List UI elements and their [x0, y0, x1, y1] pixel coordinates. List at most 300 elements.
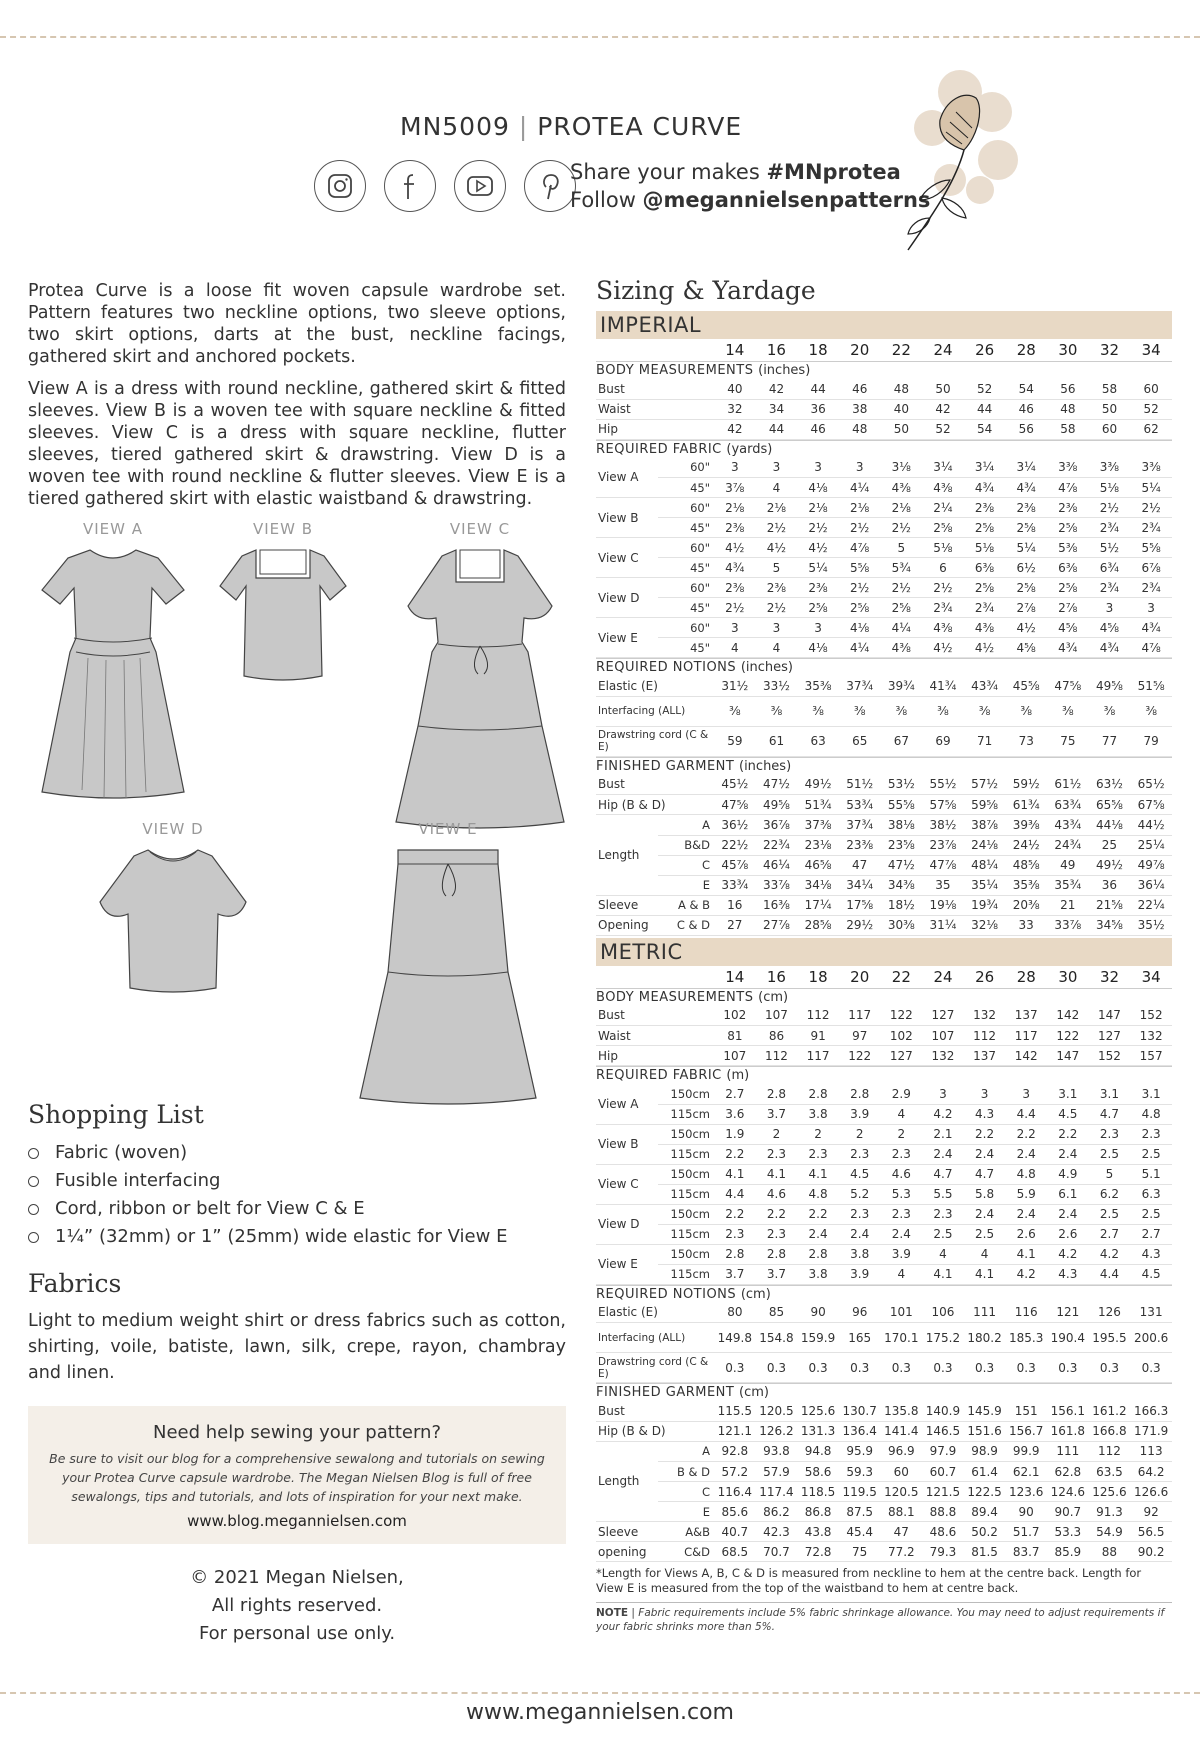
sizing-title: Sizing & Yardage [596, 276, 816, 305]
metric-band: METRIC [596, 938, 1172, 966]
cell: 4.3 [1047, 1264, 1089, 1284]
cell: 3⅞ [714, 478, 756, 498]
cell: 24½ [1005, 835, 1047, 855]
cell: 2½ [714, 598, 756, 618]
cell: 2.4 [964, 1204, 1006, 1224]
cell: 27 [714, 915, 756, 935]
cell: 4 [881, 1104, 923, 1124]
cell: 2½ [839, 578, 881, 598]
subheading [596, 361, 1172, 379]
cell: 4.3 [1130, 1244, 1172, 1264]
cell: 119.5 [839, 1482, 881, 1502]
cell: 2.3 [881, 1144, 923, 1164]
cell: 3.9 [881, 1244, 923, 1264]
row-label: Elastic (E) [596, 676, 714, 696]
cell: 25 [1089, 835, 1131, 855]
fabric-width: 60" [658, 538, 714, 558]
view-label: View A [596, 458, 658, 498]
cell: 54 [964, 419, 1006, 439]
cell: 79.3 [922, 1542, 964, 1562]
cell: ⅜ [1089, 696, 1131, 726]
size-label: 32 [1099, 967, 1120, 986]
view-e-label: VIEW E [418, 820, 478, 838]
cell: 131.3 [797, 1421, 839, 1441]
cell: ⅜ [1005, 696, 1047, 726]
cell: 2¾ [1130, 578, 1172, 598]
cell: 95.9 [839, 1442, 881, 1462]
cell: 120.5 [756, 1401, 798, 1421]
cell: 2.3 [1130, 1124, 1172, 1144]
cell: 4⅜ [881, 638, 923, 658]
cell: 2⅝ [1005, 578, 1047, 598]
instagram-handle: @megannielsenpatterns [642, 188, 931, 212]
cell: 2.8 [756, 1244, 798, 1264]
cell: 117.4 [756, 1482, 798, 1502]
cell: 87.5 [839, 1502, 881, 1522]
cell: 117 [839, 1006, 881, 1026]
cell: 90.7 [1047, 1502, 1089, 1522]
cell: 63 [797, 726, 839, 756]
cell: 45½ [714, 775, 756, 795]
cell: 64.2 [1130, 1462, 1172, 1482]
cell: 52 [922, 419, 964, 439]
cell: 96 [839, 1303, 881, 1323]
row-label: Interfacing (ALL) [596, 696, 714, 726]
cell: 2⅝ [1047, 578, 1089, 598]
cell: 68.5 [714, 1542, 756, 1562]
follow-prefix: Follow [570, 188, 643, 212]
cell: 61¾ [1005, 795, 1047, 815]
cell: 161.2 [1089, 1401, 1131, 1421]
table-row [596, 835, 1172, 855]
title-separator: | [518, 112, 529, 141]
cell: 112 [1089, 1442, 1131, 1462]
subheading [596, 757, 1172, 775]
help-body: Be sure to visit our blog for a comprehensive sewalong and tutorials on sewing your Protea Curve capsule wardrobe. The Megan Nielsen Blog is full of free sewalongs, tips and tutorials, and lots of inspiration for your next make. [49, 1451, 545, 1504]
pattern-title [400, 112, 742, 141]
cell: 51.7 [1005, 1522, 1047, 1542]
length-key: C [658, 855, 714, 875]
cell: 152 [1130, 1006, 1172, 1026]
cell: 166.3 [1130, 1401, 1172, 1421]
cell: 3.8 [839, 1244, 881, 1264]
length-key: B & D [658, 1462, 714, 1482]
cell: 2¾ [1130, 518, 1172, 538]
cell: 4¼ [839, 478, 881, 498]
cell: 31¼ [922, 915, 964, 935]
cell: 55⅝ [881, 795, 923, 815]
cell: 92.8 [714, 1442, 756, 1462]
facebook-icon[interactable] [384, 160, 436, 212]
row-label: Hip [596, 1046, 714, 1066]
cell: 3.8 [797, 1104, 839, 1124]
cell: 2 [881, 1124, 923, 1144]
cell: 35¼ [964, 875, 1006, 895]
cell: 107 [756, 1006, 798, 1026]
cell: 132 [964, 1006, 1006, 1026]
cell: 59 [714, 726, 756, 756]
table-row [596, 578, 1172, 598]
blog-link[interactable]: www.blog.megannielsen.com [187, 1512, 407, 1530]
table-row [596, 696, 1172, 726]
cell: 5¼ [797, 558, 839, 578]
cell: 75 [1047, 726, 1089, 756]
cell: 33½ [756, 676, 798, 696]
size-label: 30 [1058, 341, 1078, 359]
footer-url[interactable]: www.megannielsen.com [466, 1700, 734, 1725]
imperial-section [596, 311, 1172, 936]
cell: 0.3 [964, 1353, 1006, 1383]
table-row [596, 1204, 1172, 1224]
copyright: © 2021 Megan Nielsen, All rights reserved. For personal use only. [190, 1567, 404, 1644]
cell: 42 [922, 399, 964, 419]
cell: 0.3 [922, 1353, 964, 1383]
cell: 3⅜ [1089, 458, 1131, 478]
cell: 2⅛ [839, 498, 881, 518]
cell: 73 [1005, 726, 1047, 756]
cell: 132 [922, 1046, 964, 1066]
cell: 3.8 [797, 1264, 839, 1284]
cell: 0.3 [714, 1353, 756, 1383]
cell: 48 [1047, 399, 1089, 419]
cell: 43¾ [964, 676, 1006, 696]
cell: 2⅛ [881, 498, 923, 518]
cell: 2⅜ [797, 578, 839, 598]
cell: 16⅜ [756, 895, 798, 915]
cell: 56 [1005, 419, 1047, 439]
cell: 2.4 [839, 1224, 881, 1244]
cell: 2.6 [1005, 1224, 1047, 1244]
cell: 5⅝ [1130, 538, 1172, 558]
row-label: Hip (B & D) [596, 1421, 714, 1441]
table-row [596, 558, 1172, 578]
cell: 107 [922, 1026, 964, 1046]
table-row [596, 855, 1172, 875]
cell: 4.9 [1047, 1164, 1089, 1184]
cell: 90 [1005, 1502, 1047, 1522]
cell: 35⅜ [1005, 875, 1047, 895]
cell: 4.5 [1130, 1264, 1172, 1284]
cell: 40 [714, 379, 756, 399]
intro [28, 280, 566, 510]
cell: 6.2 [1089, 1184, 1131, 1204]
cell: 38⅛ [881, 815, 923, 835]
cell: 31½ [714, 676, 756, 696]
cell: 2.7 [1130, 1224, 1172, 1244]
cell: 3.9 [839, 1104, 881, 1124]
cell: 2.8 [839, 1084, 881, 1104]
cell: 50.2 [964, 1522, 1006, 1542]
cell: 5 [1089, 1164, 1131, 1184]
sleeve-key: C&D [658, 1542, 714, 1562]
cell: 117 [797, 1046, 839, 1066]
cell: 60.7 [922, 1462, 964, 1482]
protea-flower-illustration [880, 50, 1030, 260]
cell: 4½ [797, 538, 839, 558]
cell: 35⅜ [797, 676, 839, 696]
notions-table [596, 1303, 1172, 1384]
cell: 38⅞ [964, 815, 1006, 835]
cell: 2.2 [756, 1204, 798, 1224]
cell: 122 [839, 1046, 881, 1066]
help-box [28, 1406, 566, 1544]
cell: 156.7 [1005, 1421, 1047, 1441]
cell: 4¾ [1089, 638, 1131, 658]
cell: 18½ [881, 895, 923, 915]
cell: 159.9 [797, 1323, 839, 1353]
cell: 0.3 [881, 1353, 923, 1383]
cell: 32⅛ [964, 915, 1006, 935]
sleeve-key: A & B [658, 895, 714, 915]
cell: 2⅝ [964, 578, 1006, 598]
view-c-label: VIEW C [449, 520, 511, 538]
cell: 112 [756, 1046, 798, 1066]
cell: 6.1 [1047, 1184, 1089, 1204]
cell: 39¾ [881, 676, 923, 696]
view-a-label: VIEW A [82, 520, 144, 538]
size-label: 16 [766, 967, 786, 986]
cell: 44⅛ [1089, 815, 1131, 835]
cell: 161.8 [1047, 1421, 1089, 1441]
table-row [596, 1502, 1172, 1522]
subheading-label: FINISHED GARMENT [596, 758, 735, 774]
table-row [596, 895, 1172, 915]
view-b-label: VIEW B [252, 520, 314, 538]
cell: 4⅛ [797, 638, 839, 658]
cell: 4.2 [1005, 1264, 1047, 1284]
cell: 2⅜ [964, 498, 1006, 518]
length-key: B&D [658, 835, 714, 855]
cell: 112 [797, 1006, 839, 1026]
length-key: A [658, 815, 714, 835]
cell: 50 [1089, 399, 1131, 419]
cell: 62.8 [1047, 1462, 1089, 1482]
subheading-unit: (yards) [726, 441, 773, 457]
size-label: 28 [1016, 967, 1036, 986]
cell: 65½ [1130, 775, 1172, 795]
cell: 80 [714, 1303, 756, 1323]
bullet-icon [28, 1204, 39, 1215]
cell: 135.8 [881, 1401, 923, 1421]
cell: 2.4 [1005, 1204, 1047, 1224]
row-label: Bust [596, 775, 714, 795]
table-row [596, 399, 1172, 419]
subheading [596, 440, 1172, 458]
cell: 33⅞ [756, 875, 798, 895]
cell: 2.8 [756, 1084, 798, 1104]
cell: 117 [1005, 1026, 1047, 1046]
size-header-spacer [596, 339, 714, 361]
cell: 40 [881, 399, 923, 419]
cell: 33¾ [714, 875, 756, 895]
table-row [596, 598, 1172, 618]
cell: 59½ [1005, 775, 1047, 795]
cell: 121 [1047, 1303, 1089, 1323]
cell: 3⅜ [1130, 458, 1172, 478]
cell: 102 [881, 1026, 923, 1046]
cell: 2⅜ [1005, 498, 1047, 518]
cell: 32 [714, 399, 756, 419]
fabric-table [596, 458, 1172, 659]
cell: 49⅞ [1130, 855, 1172, 875]
size-label: 34 [1141, 967, 1161, 986]
cell: 2½ [839, 518, 881, 538]
cell: 5.5 [922, 1184, 964, 1204]
cell: 111 [1047, 1442, 1089, 1462]
cell: 190.4 [1047, 1323, 1089, 1353]
cell: 4 [756, 638, 798, 658]
cell: 3 [714, 458, 756, 478]
view-d-tee-illustration [98, 842, 248, 1002]
cell: 4.4 [714, 1184, 756, 1204]
cell: 47½ [756, 775, 798, 795]
table-row [596, 1224, 1172, 1244]
cell: 2⅝ [1005, 518, 1047, 538]
cell: 2.3 [797, 1144, 839, 1164]
body-table [596, 1006, 1172, 1067]
cell: 83.7 [1005, 1542, 1047, 1562]
cell: 0.3 [1047, 1353, 1089, 1383]
cell: 77 [1089, 726, 1131, 756]
cell: 2.2 [964, 1124, 1006, 1144]
cell: 23⅜ [839, 835, 881, 855]
cell: ⅜ [756, 696, 798, 726]
length-note: *Length for Views A, B, C & D is measured from neckline to hem at the centre back. Length for View E is measured from the top of the waistband to hem at centre back. [596, 1566, 1142, 1595]
cell: 2.3 [839, 1204, 881, 1224]
cell: 3⅜ [1047, 458, 1089, 478]
cell: ⅜ [1047, 696, 1089, 726]
cell: 4⅝ [1047, 618, 1089, 638]
cell: 79 [1130, 726, 1172, 756]
view-label: View D [596, 1204, 658, 1244]
garment-table [596, 1401, 1172, 1442]
cell: 2.2 [1005, 1124, 1047, 1144]
view-label: View B [596, 1124, 658, 1164]
list-item: 1¼” (32mm) or 1” (25mm) wide elastic for View E [28, 1223, 566, 1251]
view-e-skirt-illustration [358, 842, 538, 1112]
view-a [38, 520, 188, 816]
cell: 4⅜ [964, 618, 1006, 638]
cell: 166.8 [1089, 1421, 1131, 1441]
row-label: Hip [596, 419, 714, 439]
cell: 2½ [881, 518, 923, 538]
cell: 33 [1005, 915, 1047, 935]
cell: 90 [797, 1303, 839, 1323]
subheading-label: REQUIRED FABRIC [596, 1068, 722, 1083]
cell: 45⅝ [1005, 676, 1047, 696]
left-column [28, 280, 566, 1648]
size-label: 26 [975, 341, 995, 359]
youtube-icon[interactable] [454, 160, 506, 212]
cell: 4¾ [1130, 618, 1172, 638]
cell: 151 [1005, 1401, 1047, 1421]
cell: 2.9 [881, 1084, 923, 1104]
cell: 113 [1130, 1442, 1172, 1462]
table-row [596, 1164, 1172, 1184]
cell: 2⅞ [1005, 598, 1047, 618]
table-row [596, 1026, 1172, 1046]
cell: 58 [1047, 419, 1089, 439]
subheading-label: BODY MEASUREMENTS [596, 363, 754, 378]
cell: 156.1 [1047, 1401, 1089, 1421]
share-text [570, 158, 930, 214]
cell: 5⅝ [839, 558, 881, 578]
cell: 2⅛ [756, 498, 798, 518]
cell: 126.6 [1130, 1482, 1172, 1502]
top-dashed-divider [0, 36, 1200, 38]
instagram-icon[interactable] [314, 160, 366, 212]
cell: 2⅝ [881, 598, 923, 618]
cell: ⅜ [881, 696, 923, 726]
cell: 6¾ [1089, 558, 1131, 578]
subheading-label: BODY MEASUREMENTS [596, 989, 754, 1005]
cell: 98.9 [964, 1442, 1006, 1462]
cell: 30⅜ [881, 915, 923, 935]
length-table [596, 1442, 1172, 1563]
cell: 4.2 [1047, 1244, 1089, 1264]
cell: 21 [1047, 895, 1089, 915]
fabric-width: 150cm [658, 1204, 714, 1224]
cell: 185.3 [1005, 1323, 1047, 1353]
cell: 43.8 [797, 1522, 839, 1542]
cell: 47 [839, 855, 881, 875]
cell: 2⅜ [714, 518, 756, 538]
cell: 34¼ [839, 875, 881, 895]
subheading [596, 1383, 1172, 1401]
cell: 151.6 [964, 1421, 1006, 1441]
table-row [596, 875, 1172, 895]
pinterest-icon[interactable] [524, 160, 576, 212]
fabric-width: 45" [658, 558, 714, 578]
cell: 152 [1089, 1046, 1131, 1066]
cell: 52 [964, 379, 1006, 399]
cell: 37⅜ [797, 815, 839, 835]
cell: 4⅝ [1005, 638, 1047, 658]
cell: 85.9 [1047, 1542, 1089, 1562]
cell: 4.7 [922, 1164, 964, 1184]
fabric-width: 150cm [658, 1084, 714, 1104]
table-row [596, 1006, 1172, 1026]
fabric-width: 60" [658, 498, 714, 518]
cell: 22¾ [756, 835, 798, 855]
cell: 116 [1005, 1303, 1047, 1323]
cell: 102 [714, 1006, 756, 1026]
cell: 121.5 [922, 1482, 964, 1502]
view-e [358, 820, 538, 1116]
cell: 4⅜ [922, 618, 964, 638]
view-c-dress-illustration [394, 542, 566, 832]
length-key: A [658, 1442, 714, 1462]
cell: 52 [1130, 399, 1172, 419]
row-label: Bust [596, 379, 714, 399]
cell: 56 [1047, 379, 1089, 399]
cell: 123.6 [1005, 1482, 1047, 1502]
cell: 2⅜ [1047, 498, 1089, 518]
subheading-unit: (inches) [740, 660, 793, 675]
cell: 4¾ [964, 478, 1006, 498]
cell: 6⅞ [1130, 558, 1172, 578]
cell: 3.6 [714, 1104, 756, 1124]
cell: 2⅛ [797, 498, 839, 518]
cell: 37¾ [839, 815, 881, 835]
cell: 2½ [1089, 498, 1131, 518]
cell: 2¾ [1089, 518, 1131, 538]
cell: 91 [797, 1026, 839, 1046]
cell: 57⅝ [922, 795, 964, 815]
cell: 142 [1047, 1006, 1089, 1026]
size-label: 18 [808, 967, 828, 986]
cell: 142 [1005, 1046, 1047, 1066]
